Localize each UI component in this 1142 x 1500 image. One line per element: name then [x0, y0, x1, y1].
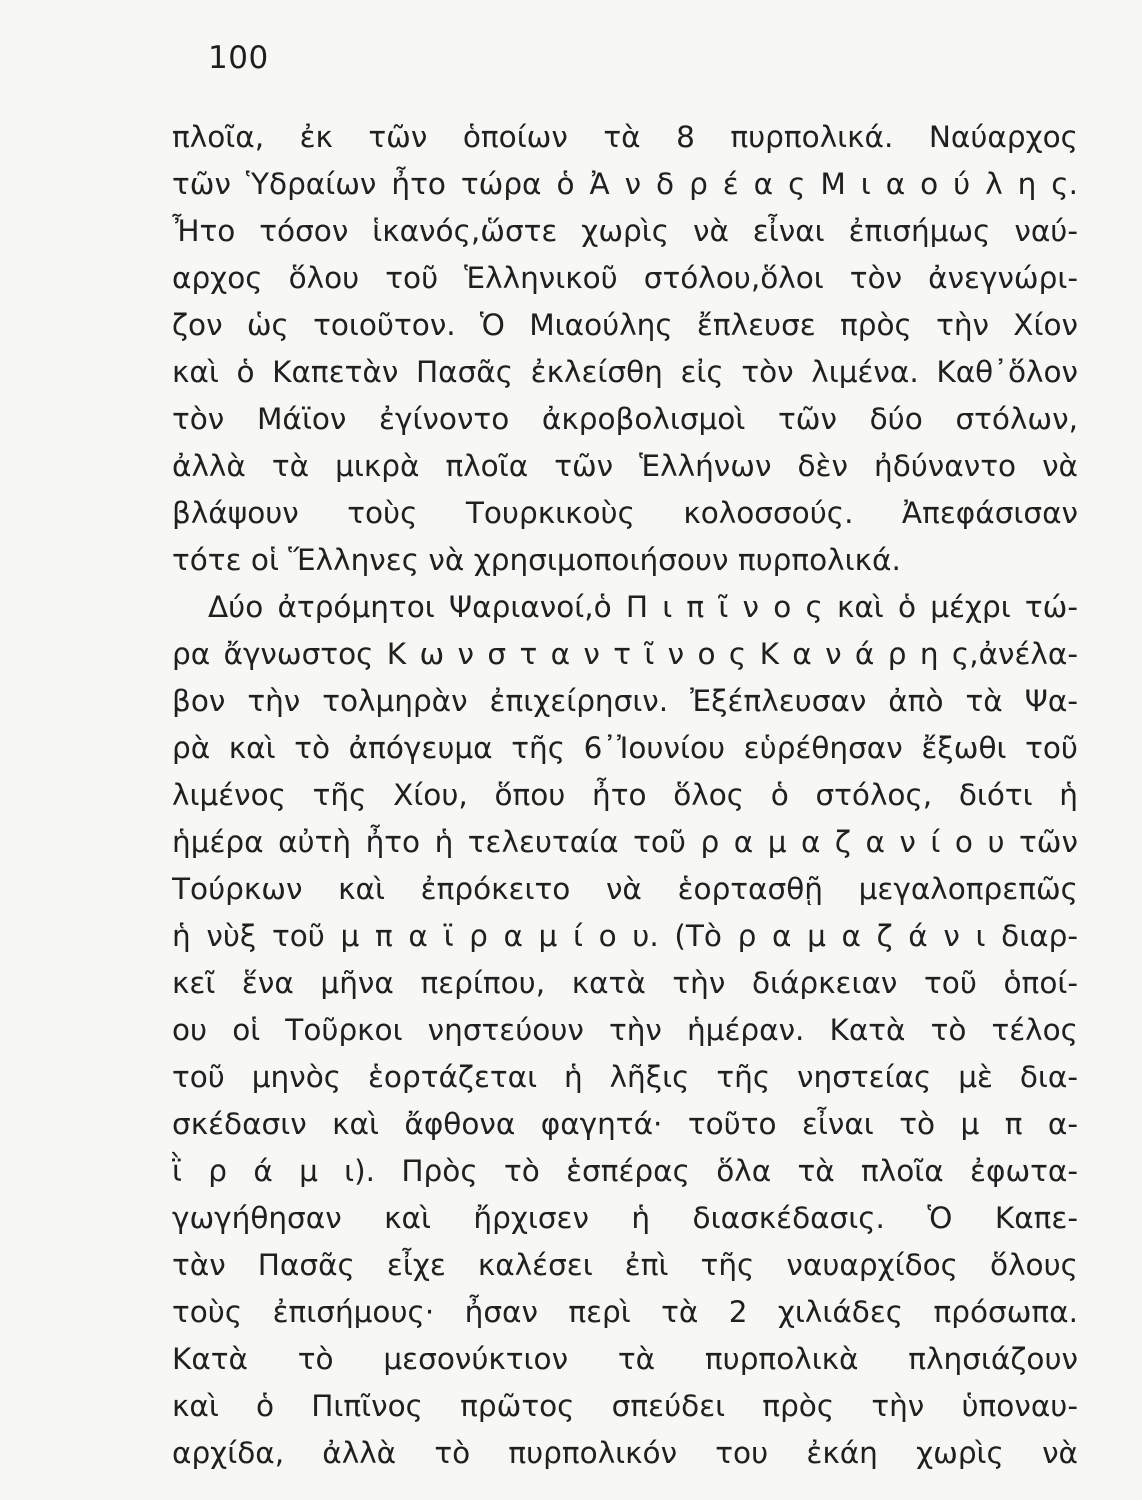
text-line: καὶ ὁ Καπετὰν Πασᾶς ἐκλείσθη εἰς τὸν λιμένα. Καθ᾽ὅλον [172, 355, 1078, 389]
text-line: ρα ἄγνωστος Κ ω ν σ τ α ν τ ῖ ν ο ς Κ α ν ά ρ η ς,ἀνέλα- [172, 637, 1078, 671]
text-line: Δύο ἀτρόμητοι Ψαριανοί,ὁ Π ι π ῖ ν ο ς καὶ ὁ μέχρι τώ- [208, 590, 1078, 624]
text-line: ρὰ καὶ τὸ ἀπόγευμα τῆς 6᾽Ἰουνίου εὑρέθησαν ἔξωθι τοῦ [172, 731, 1078, 765]
text-line: ῒ ρ ά μ ι). Πρὸς τὸ ἑσπέρας ὅλα τὰ πλοῖα ἐφωτα- [172, 1154, 1078, 1188]
text-line: κεῖ ἕνα μῆνα περίπου, κατὰ τὴν διάρκειαν τοῦ ὁποί- [172, 966, 1078, 1000]
text-line: τῶν Ὑδραίων ἦτο τώρα ὁ Ἀ ν δ ρ έ α ς Μ ι α ο ύ λ η ς. [172, 167, 1078, 201]
text-line: ἀλλὰ τὰ μικρὰ πλοῖα τῶν Ἑλλήνων δὲν ἠδύναντο νὰ [172, 449, 1078, 483]
text-line: τὰν Πασᾶς εἶχε καλέσει ἐπὶ τῆς ναυαρχίδος ὅλους [172, 1248, 1078, 1282]
page-number: 100 [208, 40, 269, 76]
body-text [172, 114, 1078, 1477]
text-line: λιμένος τῆς Χίου, ὅπου ἦτο ὅλος ὁ στόλος, διότι ἡ [172, 778, 1078, 812]
text-line: καὶ ὁ Πιπῖνος πρῶτος σπεύδει πρὸς τὴν ὑποναυ- [172, 1389, 1078, 1423]
text-line: ἡμέρα αὐτὴ ἦτο ἡ τελευταία τοῦ ρ α μ α ζ α ν ί ο υ τῶν [172, 825, 1078, 859]
text-line: τὸν Μάϊον ἐγίνοντο ἀκροβολισμοὶ τῶν δύο στόλων, [172, 402, 1078, 436]
text-line: πλοῖα, ἐκ τῶν ὁποίων τὰ 8 πυρπολικά. Ναύαρχος [172, 120, 1078, 154]
text-line: Κατὰ τὸ μεσονύκτιον τὰ πυρπολικὰ πλησιάζουν [172, 1342, 1078, 1376]
text-line: τοῦ μηνὸς ἑορτάζεται ἡ λῆξις τῆς νηστείας μὲ δια- [172, 1060, 1078, 1094]
text-line: γωγήθησαν καὶ ἤρχισεν ἡ διασκέδασις. Ὁ Καπε- [172, 1201, 1078, 1235]
text-line: ου οἱ Τοῦρκοι νηστεύουν τὴν ἡμέραν. Κατὰ τὸ τέλος [172, 1013, 1078, 1047]
text-line: βον τὴν τολμηρὰν ἐπιχείρησιν. Ἐξέπλευσαν ἀπὸ τὰ Ψα- [172, 684, 1078, 718]
text-line: βλάψουν τοὺς Τουρκικοὺς κολοσσούς. Ἀπεφάσισαν [172, 496, 1078, 530]
text-line: ἡ νὺξ τοῦ μ π α ϊ ρ α μ ί ο υ. (Τὸ ρ α μ α ζ ά ν ι διαρ- [172, 919, 1078, 953]
text-line: Τούρκων καὶ ἐπρόκειτο νὰ ἑορτασθῇ μεγαλοπρεπῶς [172, 872, 1078, 906]
text-line: αρχος ὅλου τοῦ Ἑλληνικοῦ στόλου,ὅλοι τὸν ἀνεγνώρι- [172, 261, 1078, 295]
text-line: τότε οἱ Ἕλληνες νὰ χρησιμοποιήσουν πυρπολικά. [172, 543, 901, 577]
text-line: τοὺς ἐπισήμους· ἦσαν περὶ τὰ 2 χιλιάδες πρόσωπα. [172, 1295, 1078, 1329]
text-line: ζον ὡς τοιοῦτον. Ὁ Μιαούλης ἔπλευσε πρὸς τὴν Χίον [172, 308, 1078, 342]
text-line: αρχίδα, ἀλλὰ τὸ πυρπολικόν του ἐκάη χωρὶς νὰ [172, 1436, 1078, 1470]
text-line: Ἦτο τόσον ἱκανός,ὥστε χωρὶς νὰ εἶναι ἐπισήμως ναύ- [172, 214, 1078, 248]
text-line: σκέδασιν καὶ ἄφθονα φαγητά· τοῦτο εἶναι τὸ μ π α- [172, 1107, 1078, 1141]
